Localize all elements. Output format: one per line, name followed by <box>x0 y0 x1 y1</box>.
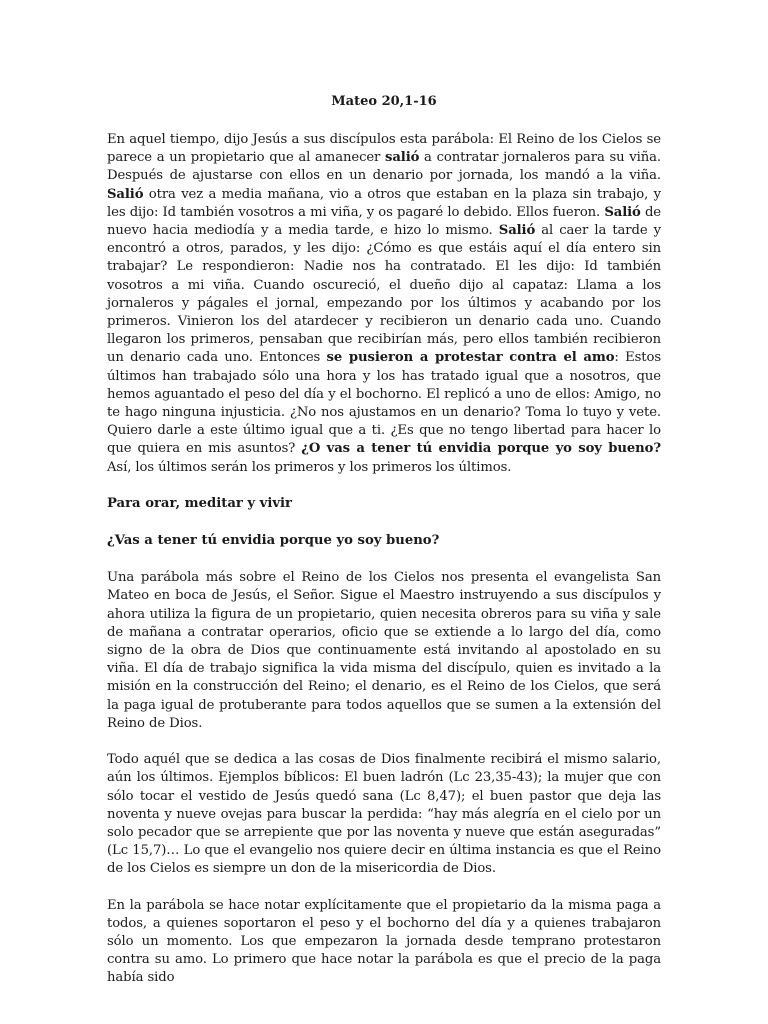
section-heading: Para orar, meditar y vivir <box>107 495 292 511</box>
bold-run: Salió <box>107 186 144 202</box>
spacer <box>107 733 661 751</box>
spacer <box>107 513 661 532</box>
bold-run: se pusieron a protestar contra el amo <box>326 350 615 366</box>
bold-run: ¿O vas a tener tú envidia porque yo soy bueno? <box>301 441 661 457</box>
spacer <box>107 477 661 495</box>
text-run: de nuevo hacia mediodía y a media tarde, e hizo lo mismo. <box>107 204 662 239</box>
text-run: al caer la tarde y encontró a otros, parados, y les dijo: ¿Cómo es que estáis aquí el día entero sin trabajar? Le respondieron: Nadie nos ha contratado. El les dijo: Id también vosotros a mi viña. Cuando oscureció, el dueño dijo al capataz: Llama a los jornaleros y págales el jornal, empezando por los últimos y acabando por los primeros. Vinieron los del atardecer y recibieron un denario cada uno. Cuando llegaron los primeros, pensaban que recibirían más, pero ellos también recibieron un denario cada uno. Entonces <box>107 223 661 366</box>
bold-run: Salió <box>604 204 641 220</box>
text-run: a contratar jornaleros para su viña. Después de ajustarse con ellos en un denario por jornada, los mandó a la viña. <box>107 150 661 184</box>
bold-run: Salió <box>498 223 536 239</box>
commentary-paragraph-3: En la parábola se hace notar explícitamente que el propietario da la misma paga a todos, a quienes soportaron el peso y el bochorno del día y a quienes trabajaron sólo un momento. Los que empezaron la jornada desde temprano protestaron contra su amo. Lo primero que hace notar la parábola es que el precio de la paga había sido <box>107 897 661 986</box>
spacer <box>107 550 661 569</box>
text-run: Así, los últimos serán los primeros y los primeros los últimos. <box>107 459 512 475</box>
gospel-paragraph <box>107 131 661 477</box>
text-run: : Estos últimos han trabajado sólo una hora y los has tratado igual que a nosotros, que hemos aguantado el peso del día y el bochorno. El replicó a uno de ellos: Amigo, no te hago ninguna injusticia. ¿No nos ajustamos en un denario? Toma lo tuyo y vete. Quiero darle a este último igual que a ti. ¿Es que no tengo libertad para hacer lo que quiera en mis asuntos? <box>107 350 661 457</box>
text-run: En aquel tiempo, dijo Jesús a sus discípulos esta parábola: El Reino de los Cielos se parece a un propietario que al amanecer <box>107 132 661 166</box>
text-run: otra vez a media mañana, vio a otros que estaban en la plaza sin trabajo, y les dijo: Id también vosotros a mi viña, y os pagaré lo debido. Ellos fueron. <box>107 186 661 220</box>
document-title: Mateo 20,1-16 <box>331 94 437 109</box>
section-subheading: ¿Vas a tener tú envidia porque yo soy bueno? <box>107 533 440 549</box>
commentary-paragraph-1: Una parábola más sobre el Reino de los Cielos nos presenta el evangelista San Mateo en boca de Jesús, el Señor. Sigue el Maestro instruyendo a sus discípulos y ahora utiliza la figura de un propietario, quien necesita obreros para su viña y sale de mañana a contratar operarios, oficio que se extiende a lo largo del día, como signo de la obra de Dios que continuamente está invitando al apostolado en su viña. El día de trabajo significa la vida misma del discípulo, quien es invitado a la misión en la construcción del Reino; el denario, es el Reino de los Cielos, que será la paga igual de protuberante para todos aquellos que se sumen a la extensión del Reino de Dios. <box>107 570 661 731</box>
spacer <box>107 879 661 897</box>
commentary-paragraph-2: Todo aquél que se dedica a las cosas de Dios finalmente recibirá el mismo salario, aún los últimos. Ejemplos bíblicos: El buen ladrón (Lc 23,35-43); la mujer que con sólo tocar el vestido de Jesús quedó sana (Lc 8,47); el buen pastor que deja las noventa y nueve ovejas para buscar la perdida: “hay más alegría en el cielo por un solo pecador que se arrepiente que por las noventa y nueve que están aseguradas” (Lc 15,7)… Lo que el evangelio nos quiere decir en última instancia es que el Reino de los Cielos es siempre un don de la misericordia de Dios. <box>107 752 661 877</box>
bold-run: salió <box>385 150 420 166</box>
